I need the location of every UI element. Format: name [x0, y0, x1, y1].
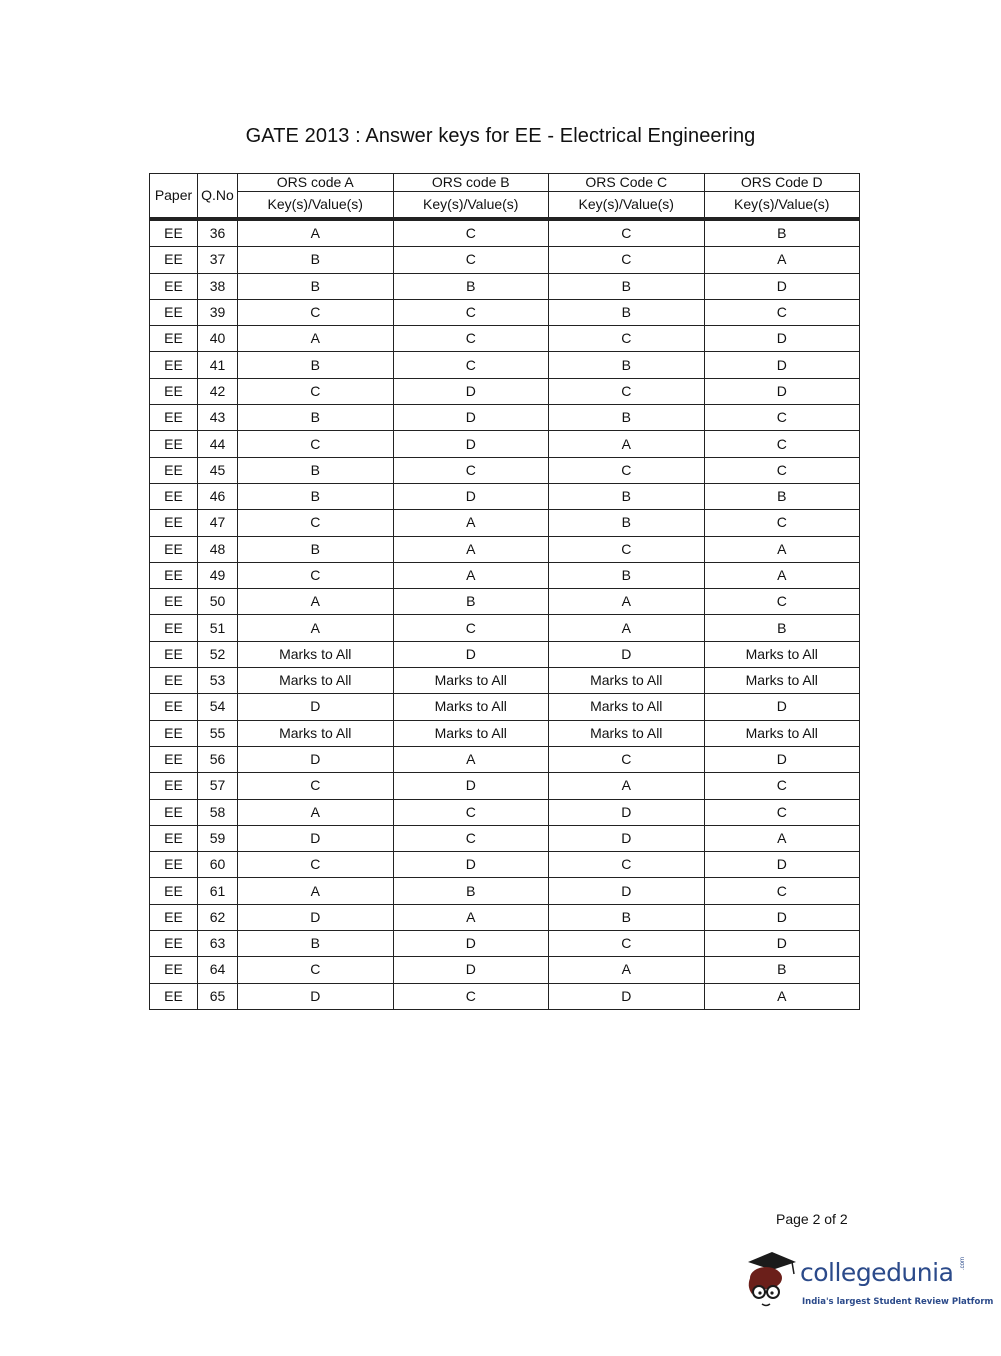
- header-ors-c: ORS Code C: [549, 174, 705, 192]
- header-paper: Paper: [150, 174, 198, 220]
- cell-ors-b: C: [393, 299, 549, 325]
- cell-paper: EE: [150, 405, 198, 431]
- cell-ors-c: B: [549, 904, 705, 930]
- cell-ors-b: C: [393, 352, 549, 378]
- table-row: [150, 825, 860, 851]
- cell-paper: EE: [150, 589, 198, 615]
- header-ors-d: ORS Code D: [704, 174, 860, 192]
- cell-paper: EE: [150, 299, 198, 325]
- cell-qno: 38: [198, 273, 238, 299]
- cell-ors-c: C: [549, 326, 705, 352]
- cell-ors-b: C: [393, 983, 549, 1009]
- cell-ors-b: Marks to All: [393, 720, 549, 746]
- cell-paper: EE: [150, 878, 198, 904]
- cell-ors-c: C: [549, 931, 705, 957]
- cell-ors-d: A: [704, 536, 860, 562]
- table-row: [150, 878, 860, 904]
- cell-ors-c: A: [549, 957, 705, 983]
- cell-ors-b: C: [393, 615, 549, 641]
- cell-ors-d: C: [704, 878, 860, 904]
- cell-ors-b: C: [393, 247, 549, 273]
- table-row: [150, 378, 860, 404]
- cell-ors-d: A: [704, 983, 860, 1009]
- mascot-icon: [742, 1248, 804, 1310]
- cell-ors-d: D: [704, 352, 860, 378]
- cell-qno: 42: [198, 378, 238, 404]
- cell-paper: EE: [150, 668, 198, 694]
- cell-ors-a: A: [238, 878, 394, 904]
- cell-qno: 58: [198, 799, 238, 825]
- cell-paper: EE: [150, 746, 198, 772]
- cell-ors-c: B: [549, 352, 705, 378]
- cell-ors-b: A: [393, 562, 549, 588]
- table-row: [150, 799, 860, 825]
- cell-ors-c: A: [549, 431, 705, 457]
- cell-qno: 50: [198, 589, 238, 615]
- cell-ors-d: C: [704, 299, 860, 325]
- cell-ors-a: D: [238, 904, 394, 930]
- cell-paper: EE: [150, 983, 198, 1009]
- cell-paper: EE: [150, 694, 198, 720]
- cell-ors-d: B: [704, 483, 860, 509]
- cell-qno: 59: [198, 825, 238, 851]
- table-row: [150, 668, 860, 694]
- cell-paper: EE: [150, 615, 198, 641]
- cell-ors-c: Marks to All: [549, 720, 705, 746]
- cell-ors-b: Marks to All: [393, 694, 549, 720]
- cell-paper: EE: [150, 510, 198, 536]
- cell-paper: EE: [150, 219, 198, 247]
- cell-ors-c: B: [549, 405, 705, 431]
- cell-ors-a: B: [238, 273, 394, 299]
- cell-qno: 46: [198, 483, 238, 509]
- cell-ors-d: B: [704, 219, 860, 247]
- cell-qno: 54: [198, 694, 238, 720]
- cell-ors-b: Marks to All: [393, 668, 549, 694]
- page-number: Page 2 of 2: [776, 1211, 848, 1227]
- cell-paper: EE: [150, 562, 198, 588]
- table-row: [150, 457, 860, 483]
- cell-ors-c: B: [549, 562, 705, 588]
- subheader-b: Key(s)/Value(s): [393, 192, 549, 220]
- cell-ors-b: D: [393, 773, 549, 799]
- cell-ors-c: C: [549, 746, 705, 772]
- cell-ors-b: D: [393, 957, 549, 983]
- cell-qno: 51: [198, 615, 238, 641]
- cell-ors-d: A: [704, 247, 860, 273]
- cell-ors-d: D: [704, 852, 860, 878]
- cell-ors-b: C: [393, 457, 549, 483]
- cell-ors-a: A: [238, 326, 394, 352]
- cell-ors-b: C: [393, 326, 549, 352]
- table-row: [150, 852, 860, 878]
- cell-qno: 47: [198, 510, 238, 536]
- cell-qno: 49: [198, 562, 238, 588]
- cell-ors-a: C: [238, 431, 394, 457]
- table-row: [150, 431, 860, 457]
- cell-paper: EE: [150, 799, 198, 825]
- cell-ors-c: B: [549, 273, 705, 299]
- cell-ors-b: B: [393, 589, 549, 615]
- cell-paper: EE: [150, 326, 198, 352]
- cell-paper: EE: [150, 720, 198, 746]
- cell-ors-a: B: [238, 483, 394, 509]
- cell-ors-a: A: [238, 219, 394, 247]
- cell-ors-a: D: [238, 746, 394, 772]
- cell-ors-c: A: [549, 773, 705, 799]
- cell-ors-c: B: [549, 483, 705, 509]
- header-ors-b: ORS code B: [393, 174, 549, 192]
- cell-ors-d: C: [704, 431, 860, 457]
- cell-ors-b: D: [393, 405, 549, 431]
- table-row: [150, 483, 860, 509]
- cell-ors-c: D: [549, 825, 705, 851]
- cell-ors-b: C: [393, 825, 549, 851]
- cell-ors-c: C: [549, 378, 705, 404]
- table-row: [150, 773, 860, 799]
- table-row: [150, 615, 860, 641]
- cell-ors-d: D: [704, 326, 860, 352]
- cell-qno: 39: [198, 299, 238, 325]
- cell-ors-d: D: [704, 273, 860, 299]
- cell-ors-c: B: [549, 299, 705, 325]
- cell-ors-c: D: [549, 641, 705, 667]
- cell-ors-b: B: [393, 273, 549, 299]
- cell-paper: EE: [150, 536, 198, 562]
- table-row: [150, 326, 860, 352]
- header-ors-a: ORS code A: [238, 174, 394, 192]
- cell-ors-a: C: [238, 299, 394, 325]
- table-row: [150, 694, 860, 720]
- cell-qno: 36: [198, 219, 238, 247]
- cell-ors-b: C: [393, 219, 549, 247]
- cell-paper: EE: [150, 904, 198, 930]
- cell-qno: 62: [198, 904, 238, 930]
- cell-ors-a: B: [238, 352, 394, 378]
- cell-qno: 37: [198, 247, 238, 273]
- cell-paper: EE: [150, 378, 198, 404]
- cell-ors-a: B: [238, 405, 394, 431]
- table-row: [150, 589, 860, 615]
- cell-qno: 45: [198, 457, 238, 483]
- cell-ors-b: A: [393, 904, 549, 930]
- cell-ors-d: B: [704, 615, 860, 641]
- answer-key-table: [149, 173, 860, 1010]
- cell-ors-d: C: [704, 510, 860, 536]
- collegedunia-logo: [742, 1248, 994, 1318]
- cell-ors-b: A: [393, 746, 549, 772]
- cell-ors-b: D: [393, 641, 549, 667]
- cell-paper: EE: [150, 247, 198, 273]
- cell-ors-d: Marks to All: [704, 720, 860, 746]
- cell-paper: EE: [150, 773, 198, 799]
- cell-qno: 40: [198, 326, 238, 352]
- table-row: [150, 904, 860, 930]
- cell-ors-a: C: [238, 957, 394, 983]
- cell-ors-c: C: [549, 457, 705, 483]
- cell-ors-c: Marks to All: [549, 668, 705, 694]
- cell-ors-d: B: [704, 957, 860, 983]
- table-row: [150, 720, 860, 746]
- table-row: [150, 746, 860, 772]
- cell-ors-a: B: [238, 457, 394, 483]
- cell-paper: EE: [150, 273, 198, 299]
- cell-ors-c: C: [549, 247, 705, 273]
- cell-ors-b: A: [393, 536, 549, 562]
- cell-ors-a: B: [238, 931, 394, 957]
- cell-ors-c: C: [549, 219, 705, 247]
- cell-qno: 53: [198, 668, 238, 694]
- cell-ors-c: Marks to All: [549, 694, 705, 720]
- table-row: [150, 931, 860, 957]
- cell-qno: 52: [198, 641, 238, 667]
- cell-qno: 44: [198, 431, 238, 457]
- cell-paper: EE: [150, 957, 198, 983]
- cell-ors-c: C: [549, 852, 705, 878]
- table-row: [150, 510, 860, 536]
- cell-ors-b: D: [393, 852, 549, 878]
- cell-ors-d: A: [704, 825, 860, 851]
- cell-ors-a: B: [238, 536, 394, 562]
- logo-wordmark: collegedunia: [800, 1258, 954, 1287]
- cell-ors-a: Marks to All: [238, 720, 394, 746]
- table-row: [150, 352, 860, 378]
- cell-qno: 48: [198, 536, 238, 562]
- table-row: [150, 562, 860, 588]
- cell-ors-d: D: [704, 904, 860, 930]
- table-row: [150, 983, 860, 1009]
- cell-ors-a: C: [238, 773, 394, 799]
- table-row: [150, 641, 860, 667]
- cell-ors-a: A: [238, 589, 394, 615]
- cell-ors-b: D: [393, 931, 549, 957]
- cell-ors-b: D: [393, 431, 549, 457]
- cell-ors-d: D: [704, 694, 860, 720]
- cell-ors-d: C: [704, 773, 860, 799]
- cell-qno: 55: [198, 720, 238, 746]
- cell-ors-d: C: [704, 457, 860, 483]
- subheader-a: Key(s)/Value(s): [238, 192, 394, 220]
- header-qno: Q.No: [198, 174, 238, 220]
- cell-ors-b: A: [393, 510, 549, 536]
- cell-qno: 41: [198, 352, 238, 378]
- cell-ors-a: A: [238, 615, 394, 641]
- cell-qno: 65: [198, 983, 238, 1009]
- cell-qno: 63: [198, 931, 238, 957]
- table-row: [150, 247, 860, 273]
- cell-ors-c: D: [549, 878, 705, 904]
- cell-ors-a: D: [238, 825, 394, 851]
- subheader-c: Key(s)/Value(s): [549, 192, 705, 220]
- cell-ors-a: D: [238, 694, 394, 720]
- cell-ors-d: C: [704, 799, 860, 825]
- cell-paper: EE: [150, 483, 198, 509]
- table-row: [150, 299, 860, 325]
- cell-ors-b: C: [393, 799, 549, 825]
- cell-ors-b: B: [393, 878, 549, 904]
- cell-qno: 60: [198, 852, 238, 878]
- cell-qno: 43: [198, 405, 238, 431]
- cell-ors-c: D: [549, 799, 705, 825]
- cell-ors-d: D: [704, 378, 860, 404]
- cell-ors-a: C: [238, 510, 394, 536]
- cell-ors-c: D: [549, 983, 705, 1009]
- cell-ors-d: D: [704, 746, 860, 772]
- page-title: GATE 2013 : Answer keys for EE - Electrical Engineering: [245, 125, 756, 147]
- cell-ors-c: A: [549, 615, 705, 641]
- cell-paper: EE: [150, 457, 198, 483]
- cell-ors-a: C: [238, 852, 394, 878]
- cell-paper: EE: [150, 931, 198, 957]
- cell-paper: EE: [150, 352, 198, 378]
- table-row: [150, 405, 860, 431]
- cell-ors-a: B: [238, 247, 394, 273]
- cell-ors-a: A: [238, 799, 394, 825]
- cell-ors-d: C: [704, 589, 860, 615]
- cell-qno: 64: [198, 957, 238, 983]
- cell-qno: 56: [198, 746, 238, 772]
- table-row: [150, 536, 860, 562]
- table-row: [150, 273, 860, 299]
- cell-qno: 61: [198, 878, 238, 904]
- cell-ors-b: D: [393, 483, 549, 509]
- cell-ors-a: D: [238, 983, 394, 1009]
- cell-ors-a: Marks to All: [238, 668, 394, 694]
- cell-ors-d: Marks to All: [704, 641, 860, 667]
- cell-paper: EE: [150, 641, 198, 667]
- cell-ors-c: A: [549, 589, 705, 615]
- cell-ors-b: D: [393, 378, 549, 404]
- cell-qno: 57: [198, 773, 238, 799]
- cell-ors-d: C: [704, 405, 860, 431]
- table-row: [150, 957, 860, 983]
- cell-paper: EE: [150, 825, 198, 851]
- logo-tagline: India's largest Student Review Platform: [802, 1297, 994, 1307]
- subheader-d: Key(s)/Value(s): [704, 192, 860, 220]
- logo-suffix: .com: [960, 1256, 966, 1270]
- cell-ors-c: C: [549, 536, 705, 562]
- cell-paper: EE: [150, 431, 198, 457]
- cell-ors-d: Marks to All: [704, 668, 860, 694]
- cell-ors-c: B: [549, 510, 705, 536]
- cell-ors-a: C: [238, 378, 394, 404]
- cell-ors-d: A: [704, 562, 860, 588]
- table-row: [150, 219, 860, 247]
- cell-ors-a: Marks to All: [238, 641, 394, 667]
- cell-ors-a: C: [238, 562, 394, 588]
- cell-ors-d: D: [704, 931, 860, 957]
- cell-paper: EE: [150, 852, 198, 878]
